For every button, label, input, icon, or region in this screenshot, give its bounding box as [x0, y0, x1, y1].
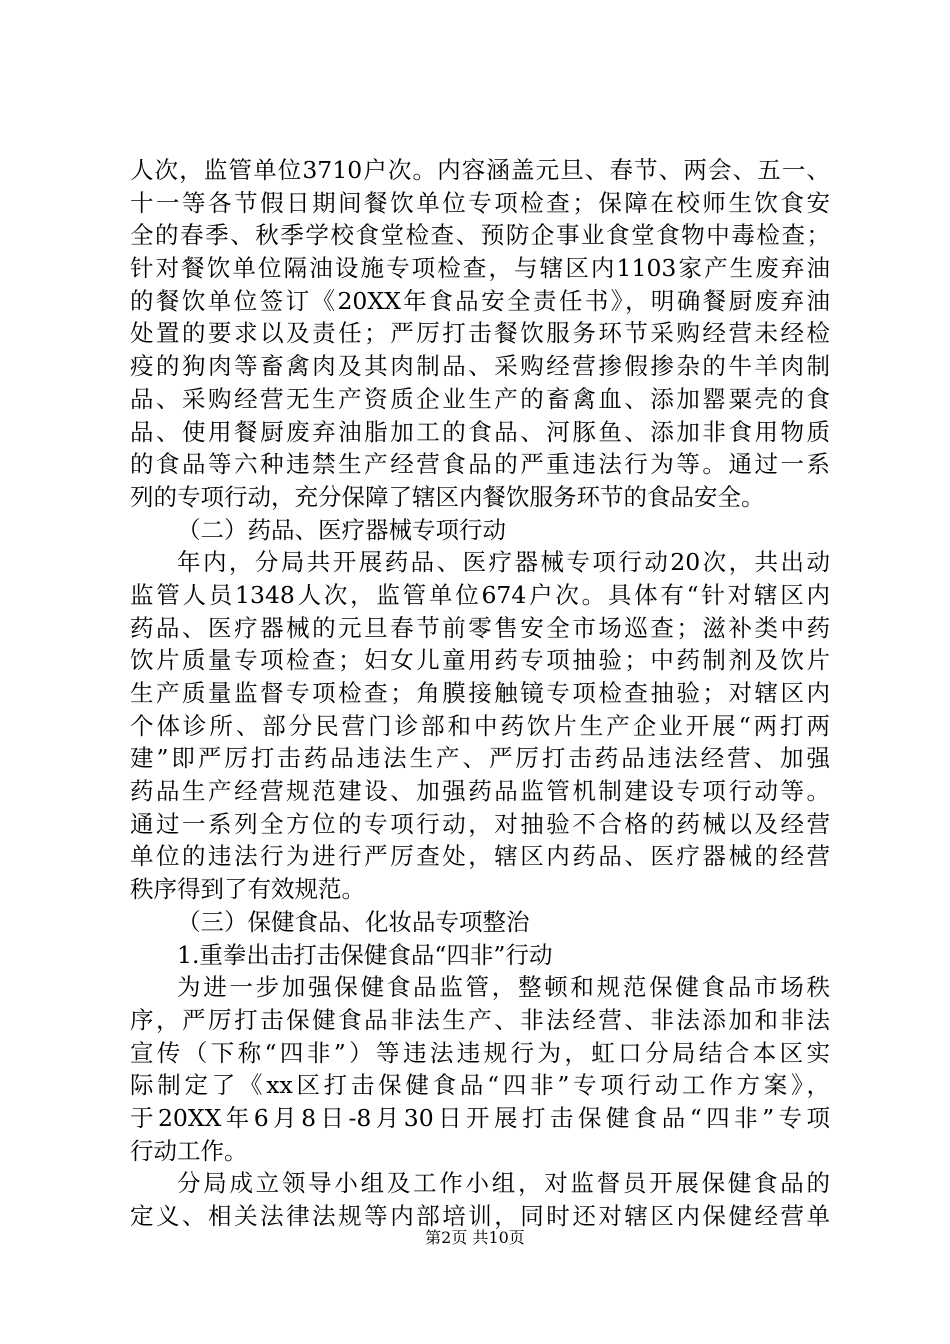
- document-body: [130, 154, 830, 1233]
- text-line: 的餐饮单位签订《20XX年食品安全责任书》，明确餐厨废弃油: [130, 286, 830, 315]
- text-line: 饮片质量专项检查；妇女儿童用药专项抽验；中药制剂及饮片: [130, 646, 830, 675]
- text-line: 人次，监管单位3710户次。内容涵盖元旦、春节、两会、五一、: [130, 156, 830, 184]
- text-line: 建”即严厉打击药品违法生产、严厉打击药品违法经营、加强: [130, 744, 830, 773]
- text-line: 生产质量监督专项检查；角膜接触镜专项检查抽验；对辖区内: [130, 679, 830, 707]
- text-line: 于20XX年6月8日-8月30日开展打击保健食品“四非”专项: [130, 1103, 830, 1132]
- text-line: 列的专项行动，充分保障了辖区内餐饮服务环节的食品安全。: [130, 482, 765, 511]
- text-line: 际制定了《xx区打击保健食品“四非”专项行动工作方案》，: [130, 1071, 830, 1100]
- text-line: 十一等各节假日期间餐饮单位专项检查；保障在校师生饮食安: [130, 188, 830, 217]
- text-line: 品、使用餐厨废弃油脂加工的食品、河豚鱼、添加非食用物质: [130, 417, 830, 446]
- text-line: 宣传（下称“四非”）等违法违规行为，虹口分局结合本区实: [130, 1038, 830, 1067]
- text-line: 年内，分局共开展药品、医疗器械专项行动20次，共出动: [177, 548, 830, 577]
- text-line: 针对餐饮单位隔油设施专项检查，与辖区内1103家产生废弃油: [130, 254, 830, 283]
- text-line: 药品、医疗器械的元旦春节前零售安全市场巡查；滋补类中药: [130, 613, 830, 642]
- text-line: 为进一步加强保健食品监管，整顿和规范保健食品市场秩: [177, 973, 830, 1002]
- text-line: 定义、相关法律法规等内部培训，同时还对辖区内保健经营单: [130, 1202, 830, 1230]
- text-line: 1.重拳出击打击保健食品“四非”行动: [177, 940, 553, 969]
- text-line: 的食品等六种违禁生产经营食品的严重违法行为等。通过一系: [130, 450, 830, 479]
- text-line: 品、采购经营无生产资质企业生产的畜禽血、添加罂粟壳的食: [130, 384, 830, 413]
- text-line: 个体诊所、部分民营门诊部和中药饮片生产企业开展“两打两: [130, 711, 830, 740]
- text-line: 单位的违法行为进行严厉查处，辖区内药品、医疗器械的经营: [130, 842, 830, 871]
- page-footer: 第2页 共10页: [425, 1228, 525, 1247]
- text-line: 监管人员1348人次，监管单位674户次。具体有“针对辖区内: [130, 580, 830, 609]
- text-line: 序，严厉打击保健食品非法生产、非法经营、非法添加和非法: [130, 1005, 830, 1034]
- text-line: 秩序得到了有效规范。: [130, 875, 365, 904]
- text-line: 全的春季、秋季学校食堂检查、预防企事业食堂食物中毒检查；: [130, 221, 830, 250]
- text-line: 处置的要求以及责任；严厉打击餐饮服务环节采购经营未经检: [130, 319, 830, 348]
- text-line: 通过一系列全方位的专项行动，对抽验不合格的药械以及经营: [130, 809, 830, 838]
- text-line: 疫的狗肉等畜禽肉及其肉制品、采购经营掺假掺杂的牛羊肉制: [130, 352, 830, 381]
- text-line: （二）药品、医疗器械专项行动: [177, 515, 506, 544]
- text-line: 分局成立领导小组及工作小组，对监督员开展保健食品的: [177, 1169, 830, 1198]
- text-line: 药品生产经营规范建设、加强药品监管机制建设专项行动等。: [130, 777, 830, 806]
- text-line: （三）保健食品、化妆品专项整治: [177, 907, 530, 936]
- text-line: 行动工作。: [130, 1136, 248, 1165]
